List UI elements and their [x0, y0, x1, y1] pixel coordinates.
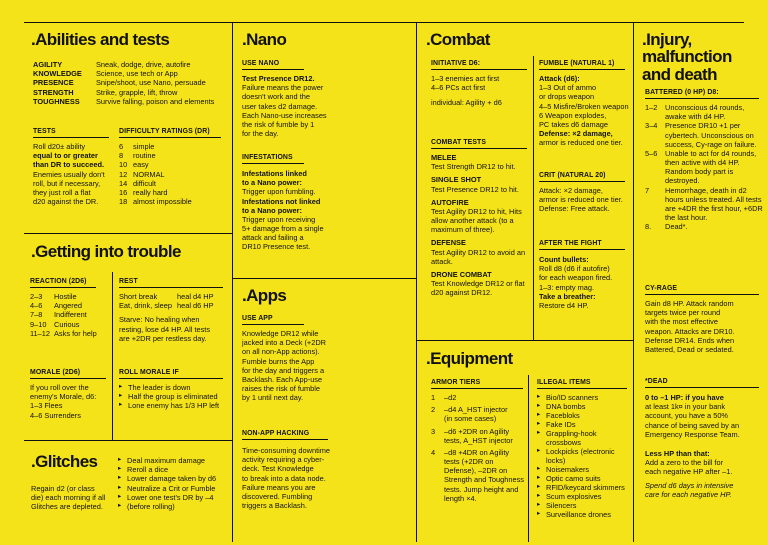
- fumble-text: [539, 74, 633, 147]
- text-line: attack and failing a: [242, 233, 304, 243]
- list-item: ▸ Scum explosives: [537, 492, 633, 501]
- text-line: –d2: [444, 393, 457, 402]
- table-row: [645, 186, 763, 223]
- abilities-title: .Abilities and tests: [31, 30, 170, 49]
- row-value: Curious: [54, 319, 80, 329]
- text-line: to a Nano power:: [242, 205, 302, 215]
- combat-test-name: DRONE COMBAT: [431, 269, 492, 279]
- divider: [528, 375, 529, 542]
- text-line: Infestations not linked: [242, 196, 321, 206]
- text-line: Regain d2 (or class: [31, 484, 95, 493]
- combat-test-name: MELEE: [431, 153, 457, 162]
- table-row: [119, 170, 221, 179]
- text-line: Defense: Free attack.: [539, 204, 610, 214]
- row-key: AGILITY: [33, 60, 63, 69]
- row-value: easy: [133, 160, 149, 170]
- row-value: Asks for help: [54, 328, 97, 338]
- combat-test: [431, 270, 531, 298]
- row-key: STRENGTH: [33, 87, 74, 97]
- text-line: the risk of fumble by 1: [242, 119, 315, 129]
- trouble-title: .Getting into trouble: [31, 242, 181, 261]
- table-row: [33, 78, 228, 87]
- glitches-title: .Glitches: [31, 452, 98, 471]
- text-line: 1–3 Flees: [30, 401, 63, 411]
- armor-row: [431, 448, 527, 503]
- difficulty-table: [119, 142, 221, 206]
- list-item: ▸ DNA bombs: [537, 402, 633, 411]
- row-key: 7: [645, 185, 650, 195]
- list-item: ▸ RFID/keycard skimmers: [537, 483, 633, 492]
- row-value: Indifferent: [54, 310, 87, 320]
- combat-test: [431, 175, 531, 193]
- dead-text: [645, 393, 763, 439]
- row-value: difficult: [133, 178, 156, 188]
- crit-label: CRIT (NATURAL 20): [539, 172, 625, 182]
- text-line: with the most effective: [645, 317, 718, 327]
- table-row: [119, 151, 221, 160]
- list-item: ▸ Fake IDs: [537, 420, 633, 429]
- text-line: Each Nano-use increases: [242, 110, 327, 120]
- text-line: triggers a Backlash.: [242, 501, 307, 511]
- text-line: Failure means you are: [242, 482, 316, 492]
- table-row: [30, 329, 110, 338]
- row-key: 10: [119, 160, 128, 170]
- text-line: raises the risk of fumble: [242, 384, 321, 394]
- table-row: [645, 149, 763, 186]
- starve-text: [119, 315, 227, 343]
- divider: [24, 22, 744, 23]
- list-item: ▸ Deal maximum damage: [118, 456, 230, 465]
- rest-label: REST: [119, 278, 223, 288]
- text-line: care for each negative HP.: [645, 489, 732, 499]
- table-row: [33, 97, 228, 106]
- row-value: Science, use tech or App: [96, 69, 178, 79]
- row-key: 5–6: [645, 148, 658, 158]
- dead-label: *DEAD: [645, 378, 759, 388]
- armor-tier: 4: [431, 447, 436, 457]
- row-key: 9–10: [30, 319, 47, 329]
- armor-label: ARMOR TIERS: [431, 379, 523, 389]
- list-item: ▸ Lower damage taken by d6: [118, 474, 230, 483]
- row-key: 18: [119, 197, 128, 207]
- text-line: tests (+2DR on Defense), –2DR on Strength and Toughness tests. Jump height and length ×4.: [444, 457, 524, 503]
- text-line: are +2DR per restless day.: [119, 333, 207, 343]
- table-row: [33, 69, 228, 78]
- text-line: Take a breather:: [539, 291, 596, 301]
- row-key: 2–3: [30, 292, 43, 301]
- list-item: ▸ The leader is down: [119, 383, 231, 392]
- combat-test-desc: Test Presence DR12 to hit.: [431, 184, 519, 194]
- text-line: Backlash. Each App-use: [242, 374, 323, 384]
- text-line: –d4 A_HST injector: [444, 405, 508, 415]
- text-line: activity requiring a cyber-: [242, 455, 325, 465]
- row-key: 6: [119, 142, 124, 151]
- text-line: die) each morning if all: [31, 493, 106, 503]
- fumble-label: FUMBLE (NATURAL 1): [539, 60, 625, 70]
- row-key: 14: [119, 178, 128, 188]
- armor-row: [431, 393, 527, 402]
- morale-text: [30, 383, 110, 420]
- text-line: Fumble burns the App: [242, 356, 315, 366]
- list-item: ▸ Lockpicks (electronic locks): [537, 447, 633, 465]
- text-line: than DR to succeed.: [33, 160, 105, 170]
- text-line: DR10 Presence test.: [242, 242, 311, 252]
- nano-title: .Nano: [242, 30, 287, 49]
- text-line: Knowledge DR12 while: [242, 329, 319, 338]
- text-line: Trigger upon receiving: [242, 214, 316, 224]
- text-line: Emergency Response Team.: [645, 429, 740, 439]
- armor-desc: [444, 393, 527, 402]
- text-line: resting, lose d4 HP. All tests: [119, 324, 211, 334]
- divider: [24, 440, 232, 441]
- text-line: tests, A_HST injector: [444, 435, 513, 445]
- use-app-text: [242, 329, 412, 402]
- divider: [112, 272, 113, 440]
- text-line: chance of being saved by an: [645, 420, 740, 430]
- text-line: deck. Test Knowledge: [242, 464, 314, 474]
- text-line: at least 1k¤ in your bank: [645, 402, 726, 412]
- text-line: 1–3: empty mag.: [539, 282, 595, 292]
- abilities-table: [33, 60, 228, 106]
- text-line: –d6 +2DR on Agility: [444, 426, 510, 436]
- row-key: KNOWLEDGE: [33, 69, 82, 79]
- battered-label: BATTERED (0 HP) D8:: [645, 89, 759, 99]
- text-line: Defense DR14. Ends when: [645, 335, 735, 345]
- armor-desc: [444, 448, 527, 503]
- rest-table: [119, 292, 227, 343]
- row-value: Unconscious d4 rounds, awake with d4 HP.: [665, 103, 745, 122]
- text-line: roll, but if necessary,: [33, 178, 101, 188]
- text-line: Count bullets:: [539, 255, 589, 264]
- list-item: ▸ Half the group is eliminated: [119, 392, 231, 401]
- row-key: 8.: [645, 222, 652, 232]
- combat-test: [431, 238, 531, 266]
- combat-tests-label: COMBAT TESTS: [431, 139, 527, 149]
- text-line: Attack (d6):: [539, 74, 580, 83]
- infestations-text: [242, 169, 402, 252]
- text-line: discovered. Fumbling: [242, 491, 313, 501]
- text-line: equal to or greater: [33, 151, 98, 161]
- initiative-label: INITIATIVE D6:: [431, 60, 527, 70]
- table-row: [645, 103, 763, 121]
- after-fight-text: [539, 255, 633, 310]
- combat-test-desc: Test Agility DR12 to avoid an attack.: [431, 247, 526, 266]
- text-line: Battered, Dead or sedated.: [645, 344, 734, 354]
- row-key: Eat, drink, sleep: [119, 301, 172, 311]
- text-line: for the day and triggers a: [242, 365, 325, 375]
- row-value: simple: [133, 142, 155, 151]
- text-line: jacked into a Deck (+2DR: [242, 338, 327, 348]
- table-row: [119, 142, 221, 151]
- text-line: 4–6 Surrenders: [30, 410, 81, 420]
- less-hp-text: [645, 449, 763, 499]
- text-line: If you roll over the: [30, 383, 89, 392]
- text-line: 5+ damage from a single: [242, 224, 324, 234]
- divider: [233, 278, 416, 279]
- table-row: [119, 292, 227, 301]
- text-line: PC takes d6 damage: [539, 119, 609, 129]
- list-item: ▸ (before rolling): [118, 502, 230, 511]
- armor-row: [431, 405, 527, 423]
- text-line: doesn't work and the: [242, 92, 310, 102]
- row-value: Strike, grapple, lift, throw: [96, 87, 178, 97]
- list-item: ▸ Bio/ID scanners: [537, 393, 633, 402]
- use-nano-text: [242, 74, 402, 138]
- text-line: enemy's Morale, d6:: [30, 392, 97, 402]
- row-value: heal d6 HP: [177, 301, 214, 311]
- table-row: [119, 160, 221, 169]
- hacking-text: [242, 446, 412, 510]
- text-line: (in some cases): [444, 414, 497, 424]
- text-line: Time-consuming downtime: [242, 446, 331, 455]
- table-row: [119, 197, 221, 206]
- list-item: ▸ Reroll a dice: [118, 465, 230, 474]
- illegal-list: [537, 393, 633, 519]
- table-row: [30, 301, 110, 310]
- row-value: heal d4 HP: [177, 292, 214, 301]
- combat-title: .Combat: [426, 30, 490, 49]
- text-line: Glitches are depleted.: [31, 502, 103, 512]
- cyrage-text: [645, 299, 763, 354]
- tests-text: [33, 142, 111, 206]
- text-line: d20 against the DR.: [33, 197, 99, 207]
- text-line: Test Presence DR12.: [242, 74, 315, 83]
- equipment-title: .Equipment: [426, 349, 513, 368]
- combat-test: [431, 153, 531, 171]
- row-value: Unable to act for d4 rounds, then active with d4 HP. Random body part is destroyed.: [665, 148, 757, 186]
- combat-test: [431, 198, 531, 235]
- divider: [24, 233, 232, 234]
- row-key: Short break: [119, 292, 158, 301]
- row-value: Sneak, dodge, drive, autofire: [96, 60, 191, 69]
- text-line: armor is reduced one tier.: [539, 138, 623, 148]
- row-key: 4–6: [30, 301, 43, 311]
- text-line: 4–6 PCs act first: [431, 83, 486, 93]
- row-key: 3–4: [645, 121, 658, 131]
- text-line: Trigger upon fumbling.: [242, 187, 316, 197]
- list-item: ▸ Facebloks: [537, 411, 633, 420]
- combat-test-desc: Test Knowledge DR12 or flat d20 against DR12.: [431, 279, 525, 298]
- table-row: [119, 188, 221, 197]
- battered-table: [645, 103, 763, 231]
- rollif-label: ROLL MORALE IF: [119, 369, 223, 379]
- text-line: for each weapon fired.: [539, 273, 613, 283]
- row-value: really hard: [133, 187, 168, 197]
- combat-test-desc: Test Strength DR12 to hit.: [431, 162, 516, 172]
- list-item: ▸ Optic camo suits: [537, 474, 633, 483]
- cyrage-label: CY-RAGE: [645, 285, 759, 295]
- row-value: Snipe/shoot, use Nano, persuade: [96, 78, 206, 88]
- row-value: Dead*.: [665, 222, 688, 232]
- list-item: ▸ Grappling-hook crossbows: [537, 429, 633, 447]
- list-item: ▸ Noisemakers: [537, 465, 633, 474]
- initiative-text: [431, 74, 531, 108]
- illegal-label: ILLEGAL ITEMS: [537, 379, 627, 389]
- infestations-label: INFESTATIONS: [242, 154, 304, 164]
- row-key: 8: [119, 151, 124, 161]
- text-line: to break into a data node.: [242, 473, 326, 483]
- combat-test-desc: Test Agility DR12 to hit, Hits allow another attack (to a maximum of three).: [431, 206, 522, 235]
- divider: [232, 22, 233, 542]
- text-line: Defense: ×2 damage,: [539, 129, 613, 139]
- tests-label: TESTS: [33, 128, 109, 138]
- list-item: ▸ Neutralize a Crit or Fumble: [118, 484, 230, 493]
- text-line: 6 Weapon explodes,: [539, 110, 607, 120]
- combat-test-name: DEFENSE: [431, 238, 466, 248]
- text-line: to a Nano power:: [242, 178, 302, 188]
- text-line: 1–3 enemies act first: [431, 74, 500, 83]
- use-nano-label: USE NANO: [242, 60, 304, 70]
- hacking-label: NON-APP HACKING: [242, 430, 328, 440]
- table-row: [33, 88, 228, 97]
- armor-tier: 3: [431, 426, 436, 436]
- list-item: ▸ Lower one test's DR by –4: [118, 493, 230, 502]
- divider: [416, 22, 417, 542]
- text-line: Starve: No healing when: [119, 315, 200, 325]
- table-row: [119, 179, 221, 188]
- armor-table: [431, 393, 527, 506]
- divider: [533, 56, 534, 341]
- table-row: [30, 310, 110, 319]
- text-line: individual: Agility + d6: [431, 98, 502, 108]
- row-value: Hostile: [54, 292, 77, 301]
- text-line: 1–3 Out of ammo: [539, 83, 597, 93]
- text-line: Less HP than that:: [645, 449, 710, 458]
- row-value: routine: [133, 151, 156, 161]
- text-line: they just roll a flat: [33, 187, 91, 197]
- table-row: [33, 60, 228, 69]
- row-key: 1–2: [645, 103, 658, 112]
- text-line: each negative HP after –1.: [645, 467, 733, 477]
- text-line: 4–5 Misfire/Broken weapon: [539, 101, 629, 111]
- rollif-list: [119, 383, 231, 411]
- divider: [417, 340, 633, 341]
- row-value: Angered: [54, 301, 82, 311]
- table-row: [645, 121, 763, 149]
- text-line: Infestations linked: [242, 169, 307, 178]
- text-line: user takes d2 damage.: [242, 101, 318, 111]
- text-line: armor is reduced one tier.: [539, 195, 623, 205]
- armor-desc: [444, 427, 527, 445]
- row-value: Survive falling, poison and elements: [96, 96, 215, 106]
- text-line: Roll d8 (d6 if autofire): [539, 264, 610, 274]
- table-row: [119, 301, 227, 310]
- text-line: Spend d6 days in intensive: [645, 480, 734, 490]
- armor-tier: 2: [431, 405, 436, 415]
- divider: [633, 22, 634, 542]
- row-key: TOUGHNESS: [33, 96, 80, 106]
- text-line: by 1 until next day.: [242, 393, 304, 403]
- reaction-table: [30, 292, 110, 338]
- text-line: for the day.: [242, 129, 279, 139]
- text-line: targets twice per round: [645, 308, 721, 318]
- row-value: NORMAL: [133, 169, 165, 179]
- crit-text: [539, 186, 633, 214]
- difficulty-label: DIFFICULTY RATINGS (DR): [119, 128, 221, 138]
- text-line: Gain d8 HP. Attack random: [645, 299, 734, 308]
- after-fight-label: AFTER THE FIGHT: [539, 240, 625, 250]
- text-line: 0 to –1 HP: if you have: [645, 393, 724, 402]
- row-key: 11–12: [30, 328, 51, 338]
- text-line: Attack: ×2 damage,: [539, 186, 603, 195]
- text-line: –d8 +4DR on Agility: [444, 447, 510, 457]
- combat-tests: [431, 153, 531, 301]
- armor-row: [431, 427, 527, 445]
- glitches-list: [118, 456, 230, 511]
- row-value: Presence DR10 +1 per cybertech. Unconscious on success, Cy-rage on failure.: [665, 121, 757, 149]
- reaction-label: REACTION (2D6): [30, 278, 96, 288]
- text-line: Enemies usually don't: [33, 169, 105, 179]
- row-key: 7–8: [30, 310, 43, 320]
- morale-label: MORALE (2D6): [30, 369, 106, 379]
- injury-title: .Injury, malfunction and death: [642, 30, 732, 84]
- armor-desc: [444, 405, 527, 423]
- text-line: on all non-App actions).: [242, 347, 320, 357]
- row-key: 16: [119, 187, 128, 197]
- armor-tier: 1: [431, 393, 436, 402]
- text-line: account, you have a 50%: [645, 411, 728, 421]
- row-value: Hemorrhage, death in d2 hours unless treated. All tests are +4DR the first hour, +6DR the last hour.: [665, 185, 763, 223]
- text-line: Failure means the power: [242, 83, 324, 93]
- table-row: [30, 320, 110, 329]
- use-app-label: USE APP: [242, 315, 304, 325]
- table-row: [645, 222, 763, 231]
- row-key: PRESENCE: [33, 78, 74, 88]
- text-line: Restore d4 HP.: [539, 300, 589, 310]
- combat-test-name: AUTOFIRE: [431, 197, 469, 207]
- row-value: almost impossible: [133, 197, 192, 207]
- glitches-text: [31, 484, 121, 512]
- list-item: ▸ Surveillance drones: [537, 510, 633, 519]
- text-line: or drops weapon: [539, 92, 595, 102]
- apps-title: .Apps: [242, 286, 287, 305]
- combat-test-name: SINGLE SHOT: [431, 175, 482, 185]
- list-item: ▸ Lone enemy has 1/3 HP left: [119, 401, 231, 410]
- row-key: 12: [119, 169, 128, 179]
- table-row: [30, 292, 110, 301]
- text-line: weapon. Attacks are DR10.: [645, 326, 735, 336]
- text-line: Roll d20± ability: [33, 142, 86, 151]
- text-line: Add a zero to the bill for: [645, 458, 724, 468]
- list-item: ▸ Silencers: [537, 501, 633, 510]
